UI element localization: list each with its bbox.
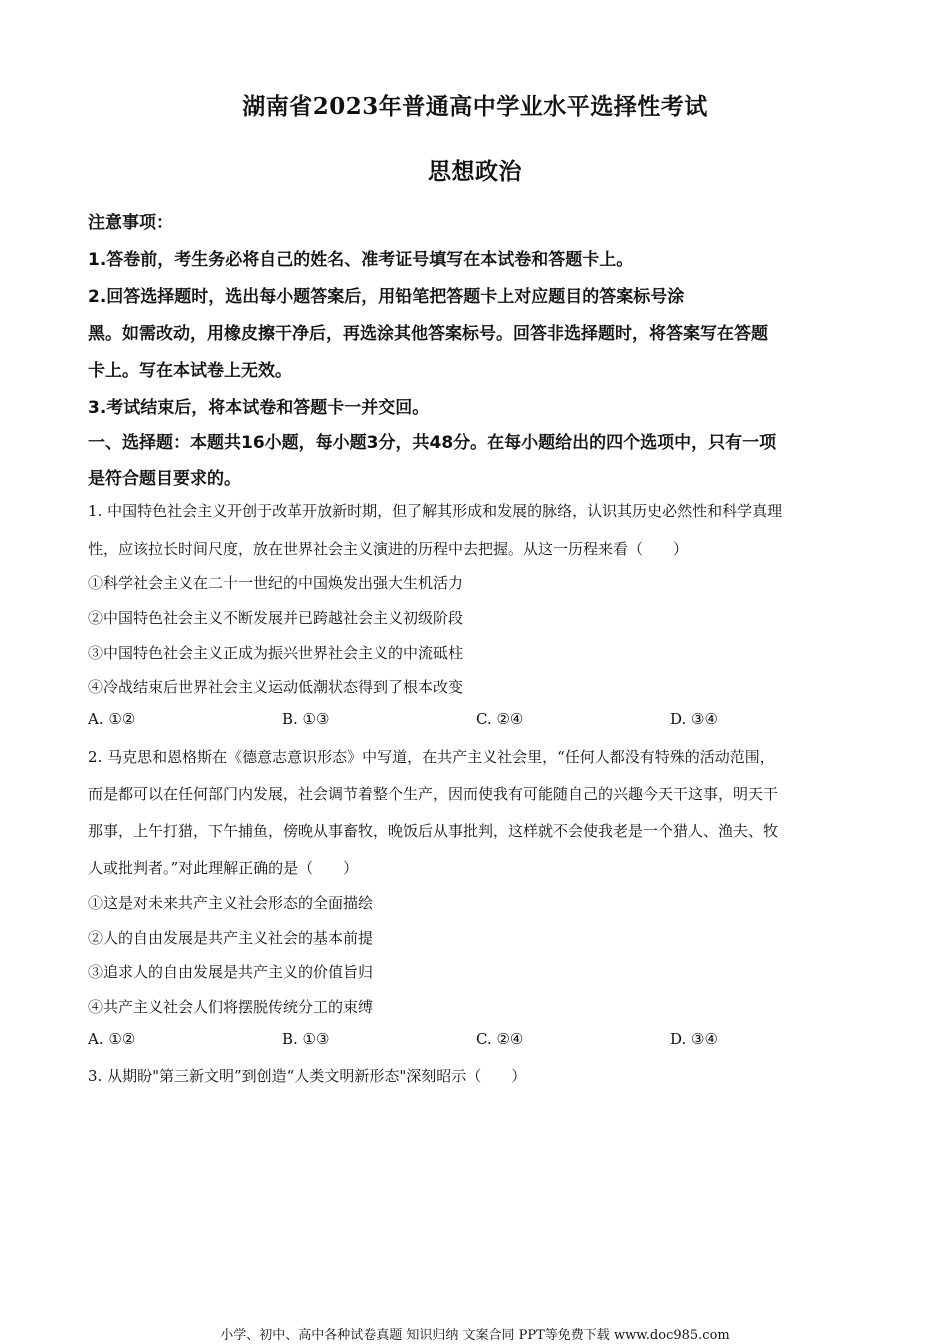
question-2-option-d[interactable]: D. ③④ (670, 1030, 718, 1048)
question-1-item: ①科学社会主义在二十一世纪的中国焕发出强大生机活力 (88, 574, 464, 592)
exam-subject: 思想政治 (428, 158, 522, 185)
question-2-stem: 人或批判者。”对此理解正确的是（ ） (88, 859, 359, 877)
question-2-item: ③追求人的自由发展是共产主义的价值旨归 (88, 963, 374, 981)
question-2-stem: 2. 马克思和恩格斯在《德意志意识形态》中写道，在共产主义社会里，“任何人都没有特殊的活动范围， (88, 748, 775, 766)
notice-heading: 注意事项： (88, 213, 173, 233)
notice-item: 1.答卷前，考生务必将自己的姓名、准考证号填写在本试卷和答题卡上。 (88, 250, 634, 270)
section-heading: 是符合题目要求的。 (88, 469, 241, 489)
question-1-stem: 1. 中国特色社会主义开创于改革开放新时期，但了解其形成和发展的脉络，认识其历史必然性和科学真理 (88, 502, 783, 520)
question-2-option-a[interactable]: A. ①② (88, 1030, 136, 1048)
question-2-stem: 而是都可以在任何部门内发展，社会调节着整个生产，因而使我有可能随自己的兴趣今天干这事，明天干 (88, 785, 779, 803)
question-1-option-d[interactable]: D. ③④ (670, 710, 718, 728)
question-1-item: ③中国特色社会主义正成为振兴世界社会主义的中流砥柱 (88, 644, 464, 662)
question-2-item: ④共产主义社会人们将摆脱传统分工的束缚 (88, 998, 374, 1016)
question-2-item: ①这是对未来共产主义社会形态的全面描绘 (88, 894, 374, 912)
question-1-stem: 性，应该拉长时间尺度，放在世界社会主义演进的历程中去把握。从这一历程来看（ ） (88, 540, 689, 558)
question-2-stem: 那事，上午打猎，下午捕鱼，傍晚从事畜牧，晚饭后从事批判，这样就不会使我老是一个猎人、渔夫、牧 (88, 822, 779, 840)
question-3-stem: 3. 从期盼"第三新文明”到创造“人类文明新形态"深刻昭示（ ） (88, 1067, 527, 1085)
notice-item: 黑。如需改动，用橡皮擦干净后，再选涂其他答案标号。回答非选择题时，将答案写在答题 (88, 324, 768, 344)
question-1-item: ②中国特色社会主义不断发展并已跨越社会主义初级阶段 (88, 609, 464, 627)
exam-title: 湖南省2023年普通高中学业水平选择性考试 (242, 93, 708, 120)
notice-item: 3.考试结束后，将本试卷和答题卡一并交回。 (88, 398, 430, 418)
question-2-option-c[interactable]: C. ②④ (476, 1030, 524, 1048)
section-heading: 一、选择题：本题共16小题，每小题3分，共48分。在每小题给出的四个选项中，只有一项 (88, 433, 777, 453)
question-1-option-b[interactable]: B. ①③ (282, 710, 330, 728)
notice-item: 2.回答选择题时，选出每小题答案后，用铅笔把答题卡上对应题目的答案标号涂 (88, 287, 685, 307)
page-footer: 小学、初中、高中各种试卷真题 知识归纳 文案合同 PPT等免费下载 www.doc985.com (220, 1328, 730, 1343)
question-1-option-c[interactable]: C. ②④ (476, 710, 524, 728)
question-2-item: ②人的自由发展是共产主义社会的基本前提 (88, 929, 374, 947)
question-2-option-b[interactable]: B. ①③ (282, 1030, 330, 1048)
question-1-item: ④冷战结束后世界社会主义运动低潮状态得到了根本改变 (88, 678, 464, 696)
notice-item: 卡上。写在本试卷上无效。 (88, 361, 292, 381)
question-1-option-a[interactable]: A. ①② (88, 710, 136, 728)
